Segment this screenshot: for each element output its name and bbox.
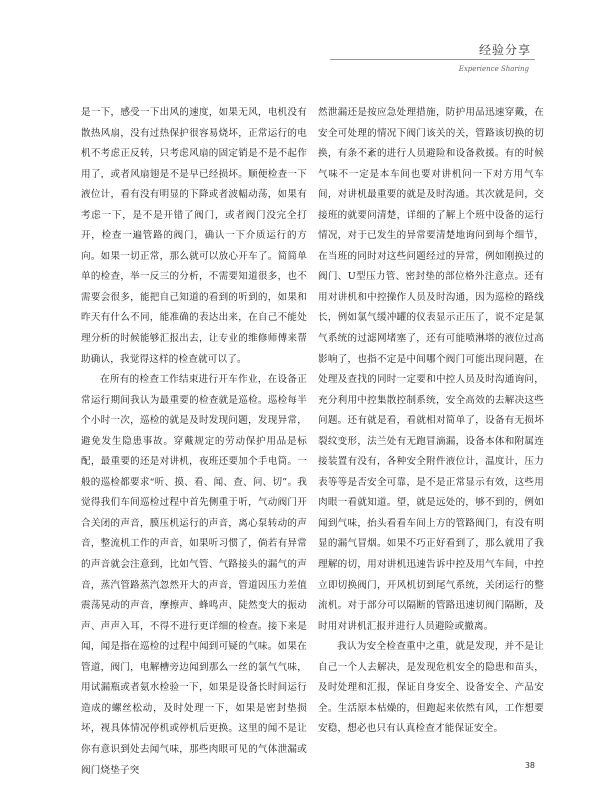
section-subtitle: Experience Sharing xyxy=(458,65,529,73)
left-column xyxy=(81,103,307,781)
section-title: 经验分享 xyxy=(478,43,531,57)
page-number: 38 xyxy=(524,761,535,770)
right-column xyxy=(318,103,544,740)
header-divider xyxy=(330,59,535,60)
paragraph: 是一下，感受一下出风的速度，如果无风，电机没有散热风扇，没有过热保护很容易烧坏，正常运行的电机不考虑正反转，只考虑风扇的固定销是不是不起作用了，或者风扇翅是不是早已经损坏。顺便检查一下液位计，看有没有明显的下降或者波幅动荡，如果有考虑一下，是不是开错了阀门，或者阀门没完全打开，检查一遍管路的阀门，确认一下介质运行的方向。如果一切正常，那么就可以放心开车了。简简单单的检查，举一反三的分析，不需要知道很多，也不需要会很多，能把自己知道的看到的听到的，如果和昨天有什么不同，能准确的表达出来，在自己不能处理分析的时候能够汇报出去，让专业的维修师傅来帮助确认，我觉得这样的检查就可以了。 xyxy=(81,107,307,365)
paragraph: 然泄漏还是按应急处理措施，防护用品迅速穿戴，在安全可处理的情况下阀门该关的关，管路该切换的切换，有条不紊的进行人员避险和设备救援。有的时候气味不一定是本车间也要对讲机问一下对方用气车间，对讲机最重要的就是及时沟通。其次就是问，交接班的就要问清楚，详细的了解上个班中设备的运行情况，对于已发生的异常要清楚地询问到每个细节，在当班的同时对这些问题经过的异常，例如刚换过的阀门、U型压力管、密封垫的部位格外注意点。还有用对讲机和中控操作人员及时沟通，因为巡检的路线长，例如氯气缓冲罐的仪表显示正压了，说不定是氯气系统的过滤网堵塞了，还有可能喷淋塔的液位过高影响了，也指不定是中间哪个阀门可能出现问题，在处理及查找的同时一定要和中控人员及时沟通询问，充分利用中控集散控制系统，安全高效的去解决这些问题。还有就是看，看就相对简单了，设备有无损坏裂纹变形，法兰处有无跑冒滴漏，设备本体和附属连接装置有没有，各种安全附件液位计，温度计，压力表等等是否安全可靠，是不是正常显示有效，这些用肉眼一看就知道。望，就是远处的，够不到的，例如闻到气味，抬头看看车间上方的管路阀门，有没有明显的漏气冒烟。如果不巧正好看到了，那么就用了我理解的切，用对讲机迅速告诉中控及用气车间，中控立即切换阀门，开风机切到尾气系统，关闭运行的整流机。对于部分可以隔断的管路迅速切阀门隔断，及时用对讲机汇报并进行人员避险或撤离。 xyxy=(318,107,544,632)
paragraph: 我认为安全检查重中之重，就是发现，并不是让自己一个人去解决，是发现危机安全的隐患和苗头，及时处理和汇报，保证自身安全、设备安全、产品安全。生活原本枯燥的，但跑起来依然有风，工作想要安稳，想必也只有认真检查才能保证安全。 xyxy=(318,641,544,735)
paragraph: 在所有的检查工作结束进行开车作业，在设备正常运行期间我认为最重要的检查就是巡检。巡检每半个小时一次，巡检的就是及时发现问题，发现异常，避免发生隐患事故。穿戴规定的劳动保护用品是标配，最重要的还是对讲机，夜班还要加个手电筒。一般的巡检都要求“听、摸、看、闻、查、问、切”。我觉得我们车间巡检过程中首先侧重于听，气动阀门开合关闭的声音，膜压机运行的声音，离心泵转动的声音，整流机工作的声音，如果听习惯了，倘若有异常的声音就会注意到，比如气管、气路接头的漏气的声音，蒸汽管路蒸汽忽然开大的声音，管道因压力差值震荡晃动的声音，摩擦声、蜂鸣声、陡然变大的振动声、声声入耳，不得不进行更详细的检查。接下来是闻，闻是指在巡检的过程中闻到可疑的气味。如果在管道，阀门，电解槽旁边闻到那么一丝的氯气气味，用试漏瓶或者氨水检验一下，如果是设备长时间运行造成的螺丝松动，及时处理一下，如果是密封垫损坏，视具体情况停机或停机后更换。这里的闻不是让你有意识到处去闻气味，那些肉眼可见的气体泄漏或阀门烧垫子突 xyxy=(81,374,307,776)
